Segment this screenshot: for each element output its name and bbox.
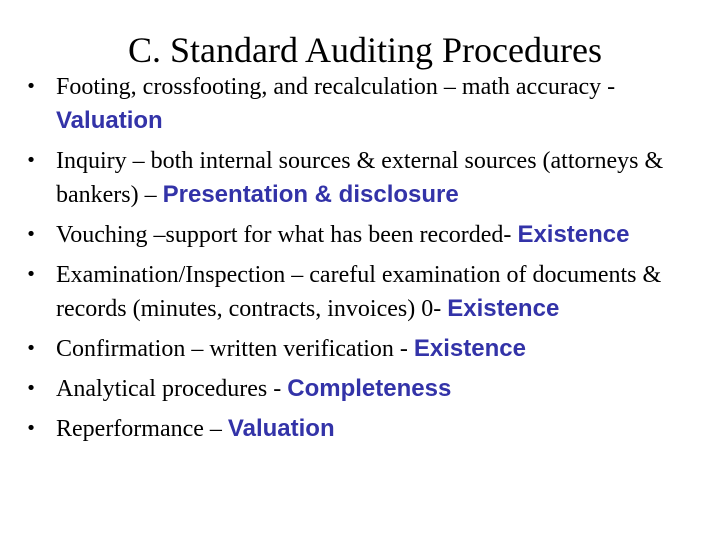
bullet-icon: • xyxy=(25,338,37,359)
assertion-keyword: Valuation xyxy=(56,107,163,134)
bullet-icon: • xyxy=(25,76,37,97)
item-text: Reperformance – xyxy=(56,416,228,442)
bullet-icon: • xyxy=(25,224,37,245)
item-text: Footing, crossfooting, and recalculation – math accuracy - xyxy=(56,74,616,100)
list-item xyxy=(0,332,720,366)
list-item xyxy=(0,218,720,252)
list-item xyxy=(0,144,720,212)
procedure-list xyxy=(0,70,720,452)
assertion-keyword: Existence xyxy=(447,295,560,322)
slide-title: C. Standard Auditing Procedures xyxy=(128,30,602,70)
bullet-icon: • xyxy=(25,378,37,399)
list-item xyxy=(0,372,720,406)
item-text: Vouching –support for what has been recorded- xyxy=(56,222,518,248)
assertion-keyword: Presentation & disclosure xyxy=(162,181,459,208)
assertion-keyword: Completeness xyxy=(287,375,452,402)
item-text: Examination/Inspection – careful examination of documents & records (minutes, contracts, invoices) 0- xyxy=(56,262,662,322)
assertion-keyword: Existence xyxy=(517,221,630,248)
assertion-keyword: Valuation xyxy=(227,415,335,442)
bullet-icon: • xyxy=(25,150,37,171)
item-text: Analytical procedures - xyxy=(56,376,288,402)
list-item xyxy=(0,258,720,326)
item-text: Confirmation – written verification - xyxy=(56,336,414,362)
list-item xyxy=(0,70,720,138)
assertion-keyword: Existence xyxy=(413,335,526,362)
item-text: Inquiry – both internal sources & external sources (attorneys & bankers) – xyxy=(56,148,664,208)
bullet-icon: • xyxy=(25,264,37,285)
bullet-icon: • xyxy=(25,418,37,439)
list-item xyxy=(0,412,720,446)
